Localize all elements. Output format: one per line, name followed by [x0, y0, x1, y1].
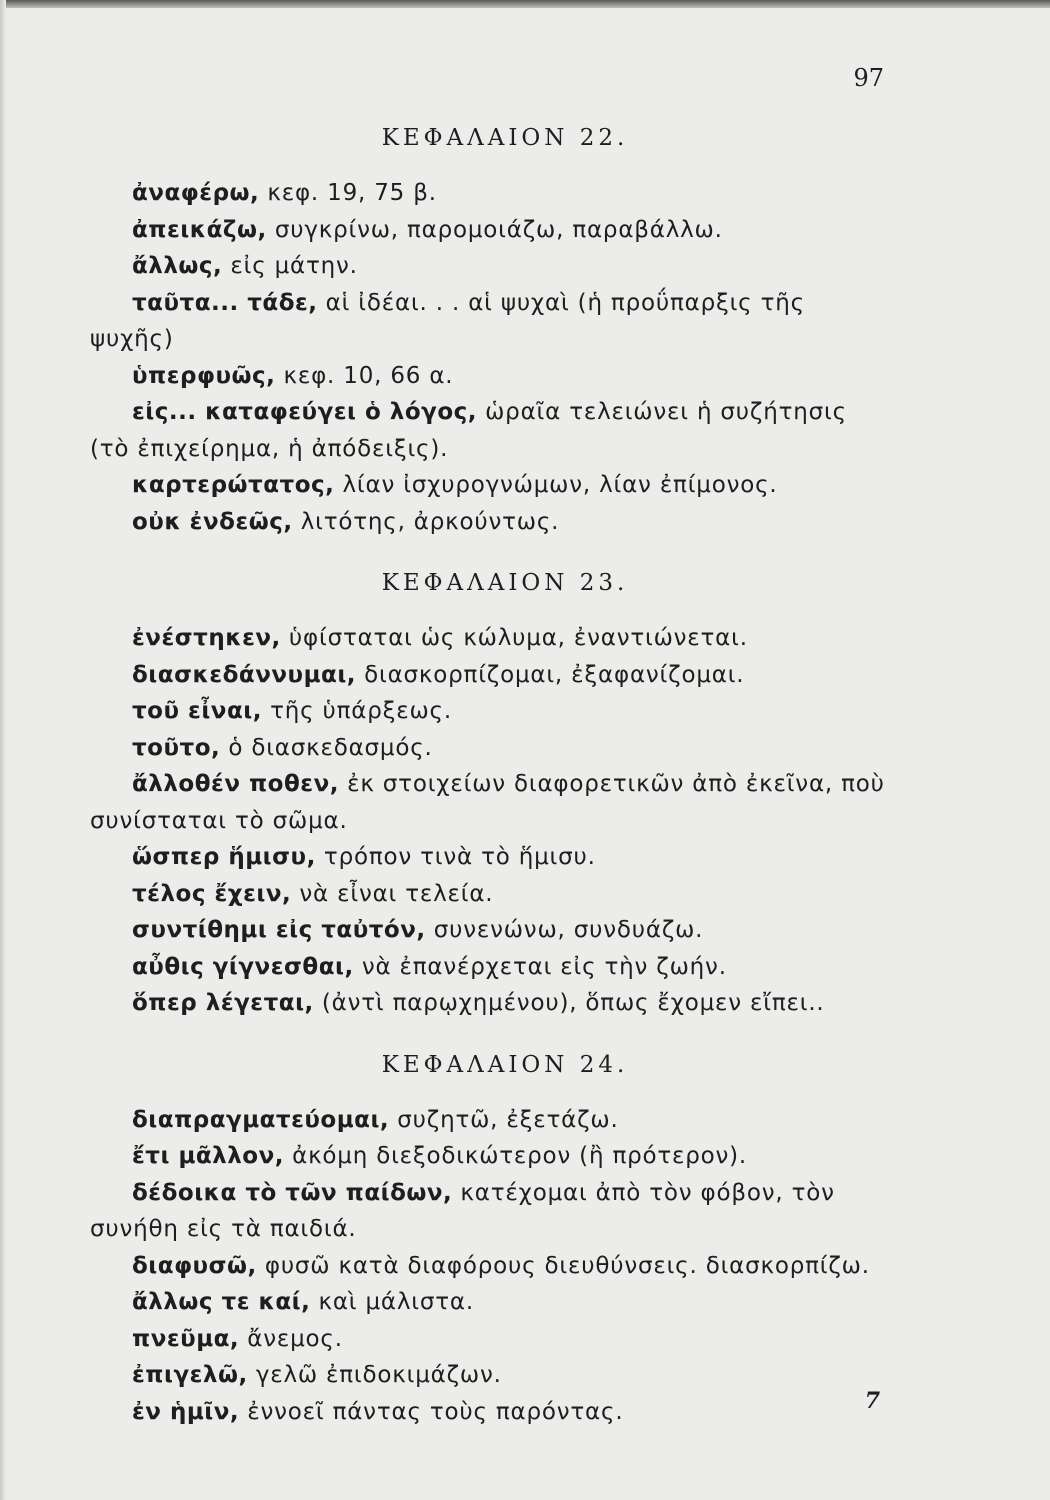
chapter-heading: ΚΕΦΑΛΑΙΟΝ 22. [381, 125, 629, 151]
entry-gloss: ἀκόμη διεξοδικώτερον (ἢ πρότερον). [284, 1143, 748, 1169]
entry-gloss: ἄνεμος. [239, 1325, 343, 1352]
entry-term: δέδοικα τὸ τῶν παίδων, [132, 1179, 453, 1206]
entry-gloss: ὁ διασκεδασμός. [220, 734, 433, 761]
entry-gloss: εἰς μάτην. [222, 253, 358, 279]
entry-gloss: αἱ ἰδέαι. . . αἱ ψυχαὶ (ἡ προΰπαρξις τῆς ψυχῆς) [90, 289, 805, 352]
entry-gloss: κεφ. 19, 75 β. [259, 180, 437, 206]
chapter-block [90, 125, 890, 540]
scan-top-edge [0, 0, 1050, 8]
entry-term: διασκεδάννυμαι, [132, 661, 357, 688]
glossary-entry [90, 175, 890, 212]
entry-term: τοῦ εἶναι, [132, 698, 262, 724]
entry-term: τέλος ἔχειν, [132, 880, 292, 907]
glossary-entry [90, 467, 890, 504]
entry-gloss: συνενώνω, συνδυάζω. [425, 917, 704, 943]
entry-gloss: γελῶ ἐπιδοκιμάζων. [247, 1362, 502, 1388]
chapter-block [90, 570, 890, 1022]
entry-gloss: ἐννοεῖ πάντας τοὺς παρόντας. [239, 1398, 624, 1425]
entry-gloss: συζητῶ, ἐξετάζω. [389, 1106, 619, 1133]
glossary-entry [90, 657, 890, 694]
entry-gloss: ἐκ στοιχείων διαφορετικῶν ἀπὸ ἐκεῖνα, ποὺ συνίσταται τὸ σῶμα. [90, 771, 885, 834]
entry-term: αὖθις γίγνεσθαι, [132, 953, 354, 980]
entry-term: ἄλλως, [132, 253, 223, 279]
glossary-entry [90, 912, 890, 949]
glossary-entry [90, 285, 890, 358]
entry-gloss: διασκορπίζομαι, ἐξαφανίζομαι. [356, 661, 745, 688]
glossary-content [90, 125, 890, 1460]
glossary-entry [90, 730, 890, 767]
entry-gloss: ὡραῖα τελειώνει ἡ συζήτησις (τὸ ἐπιχείρημα, ἡ ἀπόδειξις). [90, 399, 847, 462]
entry-term: ἀπεικάζω, [132, 216, 267, 243]
glossary-entry [90, 1321, 890, 1358]
entry-term: ἀναφέρω, [132, 180, 260, 206]
entry-term: ἐνέστηκεν, [132, 625, 281, 651]
entry-gloss: συγκρίνω, παρομοιάζω, παραβάλλω. [266, 216, 723, 243]
entry-gloss: κατέχομαι ἀπὸ τὸν φόβον, τὸν συνήθη εἰς τὰ παιδιά. [90, 1179, 835, 1242]
page-number: 97 [853, 64, 884, 92]
glossary-entry [90, 1284, 890, 1321]
glossary-entry [90, 1248, 890, 1285]
entry-term: διαπραγματεύομαι, [132, 1106, 390, 1133]
entry-gloss: νὰ ἐπανέρχεται εἰς τὴν ζωήν. [353, 953, 727, 980]
entry-term: ταῦτα... τάδε, [132, 289, 318, 316]
entry-term: συντίθημι εἰς ταὐτόν, [132, 917, 426, 943]
glossary-entry [90, 1175, 890, 1248]
entry-term: ἄλλοθέν ποθεν, [132, 771, 339, 797]
entry-term: καρτερώτατος, [132, 472, 335, 498]
glossary-entry [90, 949, 890, 986]
entry-gloss: κεφ. 10, 66 α. [275, 362, 454, 389]
glossary-entry [90, 248, 890, 285]
entry-gloss: καὶ μάλιστα. [310, 1289, 474, 1315]
glossary-entry [90, 212, 890, 249]
glossary-entry [90, 1138, 890, 1175]
chapter-heading: ΚΕΦΑΛΑΙΟΝ 24. [381, 1051, 629, 1078]
entry-gloss: λίαν ἰσχυρογνώμων, λίαν ἐπίμονος. [334, 472, 778, 498]
chapter-heading: ΚΕΦΑΛΑΙΟΝ 23. [381, 570, 629, 596]
glossary-entry [90, 876, 890, 913]
entry-gloss: νὰ εἶναι τελεία. [291, 880, 494, 907]
entry-term: ἐν ἡμῖν, [132, 1398, 240, 1425]
glossary-entry [90, 394, 890, 467]
glossary-entry [90, 1357, 890, 1394]
entry-term: ὅπερ λέγεται, [132, 990, 314, 1016]
entry-gloss: λιτότης, ἀρκούντως. [292, 508, 560, 535]
glossary-entry [90, 1102, 890, 1139]
glossary-entry [90, 620, 890, 657]
entry-gloss: φυσῶ κατὰ διαφόρους διευθύνσεις. διασκορπίζω. [256, 1252, 870, 1279]
entry-gloss: τῆς ὑπάρξεως. [261, 698, 452, 724]
glossary-entry [90, 693, 890, 730]
entry-term: ἔτι μᾶλλον, [132, 1143, 284, 1169]
glossary-entry [90, 985, 890, 1022]
entry-term: ὑπερφυῶς, [132, 362, 276, 389]
entry-term: πνεῦμα, [132, 1325, 240, 1352]
glossary-entry [90, 766, 890, 839]
chapter-block [90, 1052, 890, 1431]
glossary-entry [90, 1394, 890, 1431]
entry-term: τοῦτο, [132, 734, 221, 761]
glossary-entry [90, 504, 890, 541]
scan-left-edge [0, 0, 6, 1500]
entry-term: οὐκ ἐνδεῶς, [132, 508, 293, 535]
signature-number: 7 [864, 1388, 880, 1414]
entry-gloss: (ἀντὶ παρῳχημένου), ὅπως ἔχομεν εἴπει.. [313, 990, 825, 1016]
entry-term: εἰς... καταφεύγει ὁ λόγος, [132, 399, 478, 425]
entry-term: ὥσπερ ἥμισυ, [132, 844, 316, 870]
glossary-entry [90, 358, 890, 395]
entry-term: ἄλλως τε καί, [132, 1289, 311, 1315]
entry-gloss: τρόπον τινὰ τὸ ἥμισυ. [315, 844, 596, 870]
entry-term: διαφυσῶ, [132, 1252, 257, 1279]
entry-gloss: ὑφίσταται ὡς κώλυμα, ἐναντιώνεται. [280, 625, 748, 651]
glossary-entry [90, 839, 890, 876]
entry-term: ἐπιγελῶ, [132, 1362, 248, 1388]
